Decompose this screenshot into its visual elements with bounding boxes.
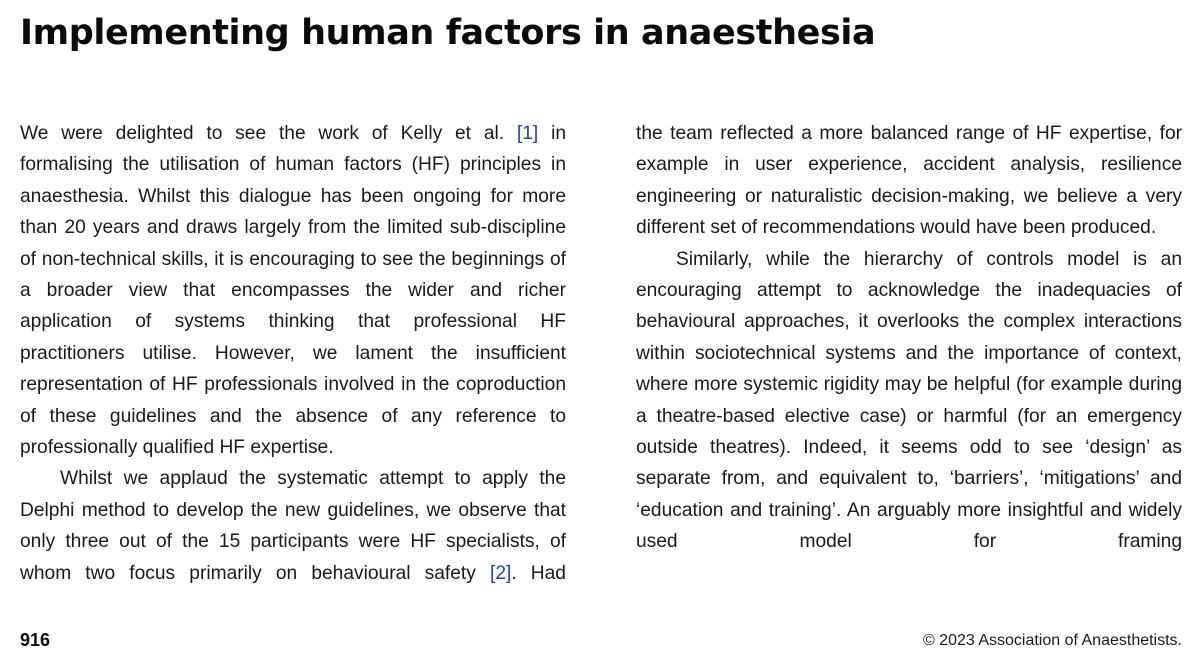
reference-link-1[interactable]: [1] (516, 123, 539, 144)
left-column (20, 118, 566, 589)
article-title: Implementing human factors in anaesthesia (20, 13, 876, 53)
reference-link-2[interactable]: [2] (489, 562, 512, 584)
paragraph-text: We were delighted to see the work of Kelly et al. (20, 123, 517, 144)
paragraph: Similarly, while the hierarchy of controls model is an encouraging attempt to acknowledge the inadequacies of behavioural approaches, it overlooks the complex interactions within sociotechnical systems and the importance of context, where more systemic rigidity may be helpful (for example during a theatre-based elective case) or harmful (for an emergency outside theatres). Indeed, it seems odd to see ‘design’ as separate from, and equivalent to, ‘barriers’, ‘mitigations’ and ‘education and training’. An arguably more insightful and widely used model for framing (636, 248, 1182, 553)
copyright-notice: © 2023 Association of Anaesthetists. (922, 632, 1182, 649)
paragraph (20, 118, 566, 463)
paragraph-text: . Had (511, 562, 566, 584)
paragraph (20, 463, 566, 589)
paragraph-text: Whilst we applaud the systematic attempt to apply the Delphi method to develop the new guidelines, we observe that only three out of the 15 participants were HF specialists, of whom two focus primarily on behavioural safety (20, 468, 566, 584)
page-number: 916 (20, 630, 51, 650)
right-column (636, 118, 1182, 558)
paragraph-text: in formalising the utilisation of human factors (HF) principles in anaesthesia. Whilst this dialogue has been ongoing for more than 20 years and draws largely from the limited sub-discipline of non-technical skills, it is encouraging to see the beginnings of a broader view that encompasses the wider and richer application of systems thinking that professional HF practitioners utilise. However, we lament the insufficient representation of HF professionals involved in the coproduction of these guidelines and the absence of any reference to professionally qualified HF expertise. (20, 123, 567, 459)
paragraph: the team reflected a more balanced range of HF expertise, for example in user experience, accident analysis, resilience engineering or naturalistic decision-making, we believe a very different set of recommendations would have been produced. (636, 123, 1182, 239)
